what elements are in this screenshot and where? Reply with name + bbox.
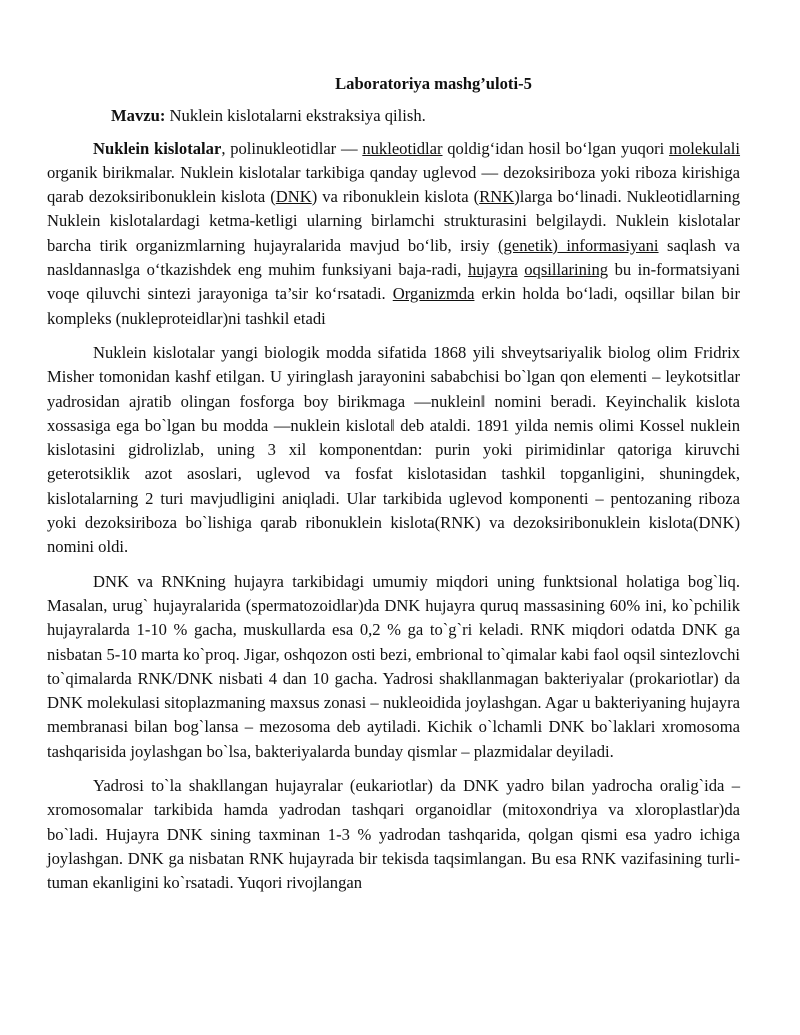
topic-text: Nuklein kislotalarni ekstraksiya qilish. (165, 106, 426, 126)
topic-label: Mavzu: (111, 106, 166, 126)
link-dnk[interactable]: DNK (275, 187, 312, 207)
page-title: Laboratoriya mashg’uloti-5 (335, 74, 532, 93)
paragraph-eukaryotes: Yadrosi to`la shakllangan hujayralar (eukariotlar) da DNK yadro bilan yadrocha oralig`ida – xromosomalar tarkibida hamda yadrodan tashqari organoidlar (mitoxondriya va xloroplastlar)da bo`ladi. Hujayra DNK sining taxminan 1-3 % yadrodan tashqarida, qolgan qismi esa yadro ichiga joylashgan. DNK ga nisbatan RNK hujayrada bir tekisda taqsimlangan. Bu esa RNK vazifasining turli-tuman ekanligini ko`rsatadi. Yuqori rivojlangan (47, 776, 740, 893)
link-genetik-informasiyani[interactable]: (genetik) informasiyani (498, 235, 659, 255)
link-oqsillarining[interactable]: oqsillarining (524, 260, 609, 280)
topic-line (47, 104, 740, 128)
paragraph-intro: Nuklein kislotalar, polinukleotidlar — nukleotidlar qoldig‘idan hosil bo‘lgan yuqori molekulali organik birikmalar. Nuklein kislotalar tarkibiga qanday uglevod — dezoksiriboza yoki riboza kirishiga qarab dezoksiribonuklein kislota (DNK) va ribonuklein kislota (RNK)larga bo‘linadi. Nukleotidlarning Nuklein kislotalardagi ketma-ketligi ularning birlamchi strukturasini belgilaydi. Nuklein kislotalar barcha tirik organizmlarning hujayralarida mavjud bo‘lib, irsiy (genetik) informasiyani saqlash va nasldannaslga o‘tkazishdek eng muhim funksiyani baja-radi, hujayra oqsillarining bu in-formatsiyani voqe qiluvchi sintezi jarayoniga ta’sir ko‘rsatadi. Organizmda erkin holda bo‘ladi, oqsillar bilan bir kompleks (nukleproteidlar)ni tashkil etadi (47, 138, 741, 328)
link-rnk[interactable]: RNK (479, 187, 515, 207)
paragraph-content: DNK va RNKning hujayra tarkibidagi umumiy miqdori uning funktsional holatiga bog`liq. Masalan, urug` hujayralarida (spermatozoidlar)da DNK hujayra quruq massasining 60% ini, ko`pchilik hujayralarda 1-10 % gacha, muskullarda esa 0,2 % ga to`g`ri keladi. RNK miqdori odatda DNK ga nisbatan 5-10 marta ko`proq. Jigar, oshqozon osti bezi, embrional to`qimalar kabi faol oqsil sintezlovchi to`qimalarda RNK/DNK nisbati 4 dan 10 gacha. Yadrosi shakllanmagan bakteriyalar (prokariotlar) da DNK molekulasi sitoplazmaning maxsus zonasi – nukleoidida joylashgan. Agar u bakteriyaning hujayra membranasi bilan bog`lansa – mezosoma deb aytiladi. Kichik o`lchamli DNK bo`laklari xromosoma tashqarisida joylashgan bo`lsa, bakteriyalarda bunday qismlar – plazmidalar deyiladi. (47, 571, 740, 761)
link-nukleotidlar[interactable]: nukleotidlar (362, 138, 443, 158)
link-molekulali[interactable]: molekulali (669, 138, 741, 158)
link-hujayra[interactable]: hujayra (467, 260, 518, 280)
term-nuklein-kislotalar: Nuklein kislotalar (93, 138, 222, 158)
link-organizmda[interactable]: Organizmda (392, 284, 475, 304)
paragraph-history: Nuklein kislotalar yangi biologik modda sifatida 1868 yili shveytsariyalik biolog olim Fridrix Misher tomonidan kashf etilgan. U yiringlash jarayonini sababchisi bo`lgan qon elementi – leykotsitlar yadrosidan ajratib olingan fosforga boy birikmaga ―nuklein‖ nomini beradi. Keyinchalik kislota xossasiga ega bo`lgan bu modda ―nuklein kislota‖ deb ataldi. 1891 yilda nemis olimi Kossel nuklein kislotasini gidrolizlab, uning 3 xil komponentdan: purin yoki pirimidinlar qatoriga kiruvchi geterotsiklik azot asoslari, uglevod va fosfat kislotasidan tashkil topganligini, shuningdek, kislotalarning 2 turi mavjudligini aniqladi. Ular tarkibida uglevod komponenti – pentozaning riboza yoki dezoksiriboza bo`lishiga qarab ribonuklein kislota(RNK) va dezoksiribonuklein kislota(DNK) nomini oldi. (47, 342, 740, 557)
